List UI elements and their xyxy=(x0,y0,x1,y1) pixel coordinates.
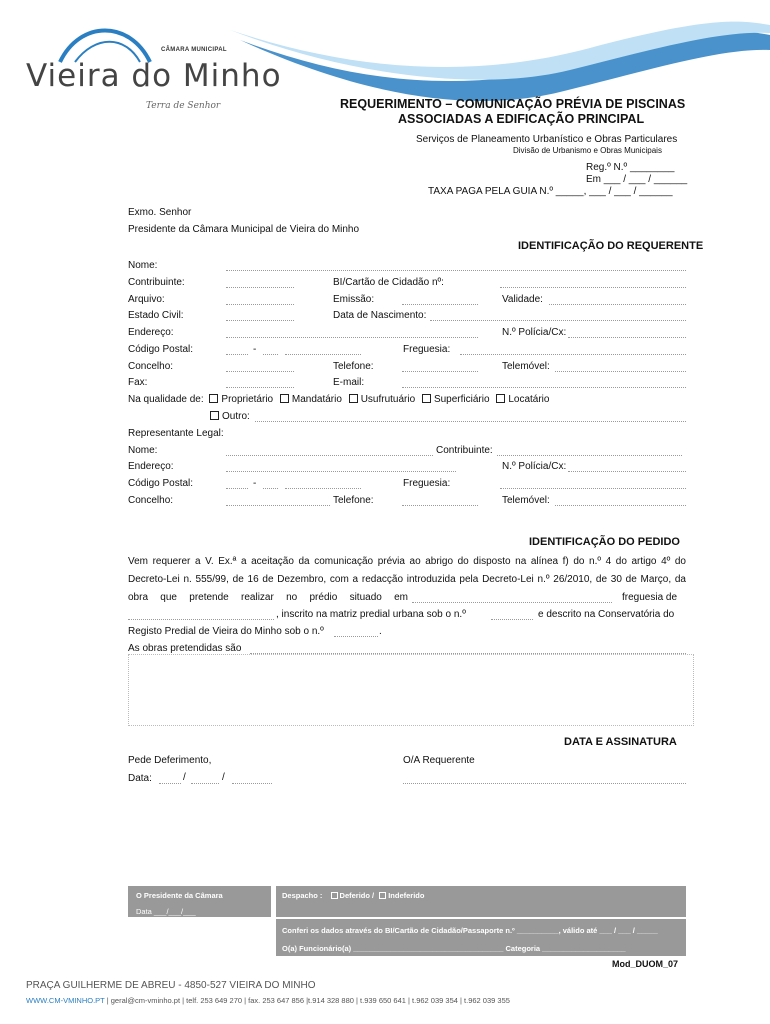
checkbox-locatario[interactable] xyxy=(496,394,505,403)
checkbox-mandatario[interactable] xyxy=(280,394,289,403)
pedido-line-5-end: . xyxy=(379,626,382,637)
label-telemovel: Telemóvel: xyxy=(502,361,550,372)
field-data-ano[interactable] xyxy=(232,783,272,784)
field-cp-1[interactable] xyxy=(226,354,248,355)
field-data-mes[interactable] xyxy=(191,783,219,784)
label-requerente: O/A Requerente xyxy=(403,755,475,766)
label-endereco: Endereço: xyxy=(128,327,174,338)
date-sep-1: / xyxy=(183,772,186,783)
field-policia[interactable] xyxy=(568,337,686,338)
pede-deferimento: Pede Deferimento, xyxy=(128,755,212,766)
checkbox-indeferido[interactable] xyxy=(379,892,386,899)
footer-contacts: | geral@cm-vminho.pt | telf. 253 649 270 | fax. 253 647 856 |t.914 328 880 | t.939 650 641 | t.962 039 354 | t.962 039 355 xyxy=(106,996,510,1005)
label-validade: Validade: xyxy=(502,294,543,305)
field-local-obra[interactable] xyxy=(412,602,612,603)
label-fax: Fax: xyxy=(128,377,148,388)
pedido-line-3a: obra que pretende realizar no prédio situado em xyxy=(128,592,408,603)
label-nome: Nome: xyxy=(128,260,158,271)
field-telefone[interactable] xyxy=(402,371,478,372)
tagline: Terra de Senhor xyxy=(146,101,221,111)
division-name: Divisão de Urbanismo e Obras Municipais xyxy=(513,146,662,155)
municipality-label: CÂMARA MUNICIPAL xyxy=(161,47,227,53)
field-outro[interactable] xyxy=(255,421,686,422)
field-fax[interactable] xyxy=(226,387,294,388)
logo-text: Vieira do Minho xyxy=(26,58,282,94)
field-validade[interactable] xyxy=(549,304,686,305)
checkbox-outro[interactable] xyxy=(210,411,219,420)
obras-textarea[interactable] xyxy=(128,654,694,726)
footer-website[interactable]: WWW.CM-VMINHO.PT xyxy=(26,996,105,1005)
checkbox-deferido[interactable] xyxy=(331,892,338,899)
section-requerente-title: IDENTIFICAÇÃO DO REQUERENTE xyxy=(518,240,704,252)
fee-guide: TAXA PAGA PELA GUIA N.º _____, ___ / ___ / ______ xyxy=(428,186,673,197)
document-subtitle: ASSOCIADAS A EDIFICAÇÃO PRINCIPAL xyxy=(398,112,645,126)
field-rep-cp-localidade[interactable] xyxy=(285,488,361,489)
label-rep-policia: N.º Polícia/Cx: xyxy=(502,461,567,472)
option-superficiario: Superficiário xyxy=(433,394,490,405)
option-proprietario: Proprietário xyxy=(221,394,274,405)
label-freguesia: Freguesia: xyxy=(403,344,451,355)
label-qualidade: Na qualidade de: xyxy=(128,394,204,405)
pedido-line-5: Registo Predial de Vieira do Minho sob o n.º xyxy=(128,626,324,637)
field-assinatura[interactable] xyxy=(403,783,686,784)
section-pedido-title: IDENTIFICAÇÃO DO PEDIDO xyxy=(529,536,680,548)
indeferido-label: Indeferido xyxy=(388,891,425,900)
label-concelho: Concelho: xyxy=(128,361,174,372)
service-name: Serviços de Planeamento Urbanístico e Obras Particulares xyxy=(416,134,678,145)
checkbox-proprietario[interactable] xyxy=(209,394,218,403)
despacho-label: Despacho : xyxy=(282,891,323,900)
field-bi[interactable] xyxy=(500,287,686,288)
footer-contacts-row xyxy=(26,996,510,1005)
field-rep-concelho[interactable] xyxy=(226,505,330,506)
funcionario-text: O(a) Funcionário(a) ____________________________________ Categoria ____________________ xyxy=(282,944,626,953)
field-arquivo[interactable] xyxy=(226,304,294,305)
label-rep-freguesia: Freguesia: xyxy=(403,478,451,489)
field-estado-civil[interactable] xyxy=(226,320,294,321)
label-email: E-mail: xyxy=(333,377,365,388)
section-assinatura-title: DATA E ASSINATURA xyxy=(564,736,677,748)
field-rep-nome[interactable] xyxy=(226,455,433,456)
despacho-divider xyxy=(276,917,686,919)
qualidade-row xyxy=(128,394,549,405)
field-telemovel[interactable] xyxy=(555,371,686,372)
field-matriz[interactable] xyxy=(491,619,533,620)
field-data-nascimento[interactable] xyxy=(430,320,686,321)
outro-row xyxy=(210,411,250,422)
field-rep-endereco[interactable] xyxy=(226,471,456,472)
field-rep-freguesia[interactable] xyxy=(500,488,686,489)
date-sep-2: / xyxy=(222,772,225,783)
pedido-line-4b: e descrito na Conservatória do xyxy=(538,609,675,620)
label-estado-civil: Estado Civil: xyxy=(128,310,184,321)
label-rep-nome: Nome: xyxy=(128,445,158,456)
cp-dash: - xyxy=(253,344,257,355)
label-codigo-postal: Código Postal: xyxy=(128,344,194,355)
field-rep-contribuinte[interactable] xyxy=(497,455,682,456)
field-rep-telefone[interactable] xyxy=(402,505,478,506)
form-model-code: Mod_DUOM_07 xyxy=(612,959,679,969)
presidente-data: Data ___/___/___ xyxy=(136,907,196,916)
option-mandatario: Mandatário xyxy=(291,394,342,405)
rep-cp-dash: - xyxy=(253,478,257,489)
deferido-label: Deferido / xyxy=(339,891,375,900)
field-cp-2[interactable] xyxy=(263,354,278,355)
field-emissao[interactable] xyxy=(402,304,478,305)
pedido-line-2: Decreto-Lei n. 555/99, de 16 de Dezembro, com a redacção introduzida pela Decreto-Lei n.º 26/2010, de 30 de Março, da xyxy=(128,574,686,585)
label-emissao: Emissão: xyxy=(333,294,375,305)
field-freguesia-obra[interactable] xyxy=(128,619,274,620)
label-rep-codigo-postal: Código Postal: xyxy=(128,478,194,489)
option-outro: Outro: xyxy=(222,411,250,422)
pedido-line-3b: freguesia de xyxy=(622,592,678,603)
field-cp-localidade[interactable] xyxy=(285,354,361,355)
option-locatario: Locatário xyxy=(508,394,550,405)
field-registo[interactable] xyxy=(334,636,378,637)
field-contribuinte[interactable] xyxy=(226,287,294,288)
document-title: REQUERIMENTO – COMUNICAÇÃO PRÉVIA DE PISCINAS xyxy=(340,97,686,111)
label-rep-endereco: Endereço: xyxy=(128,461,174,472)
field-rep-cp-1[interactable] xyxy=(226,488,248,489)
label-policia: N.º Polícia/Cx: xyxy=(502,327,567,338)
label-obras: As obras pretendidas são xyxy=(128,643,242,654)
label-bi: BI/Cartão de Cidadão nº: xyxy=(333,277,444,288)
addressee: Presidente da Câmara Municipal de Vieira do Minho xyxy=(128,224,360,235)
presidente-label: O Presidente da Câmara xyxy=(136,891,223,900)
label-data-nascimento: Data de Nascimento: xyxy=(333,310,427,321)
field-rep-telemovel[interactable] xyxy=(555,505,686,506)
field-concelho[interactable] xyxy=(226,371,294,372)
field-nome[interactable] xyxy=(226,270,686,271)
label-rep-telefone: Telefone: xyxy=(333,495,374,506)
reg-date: Em ___ / ___ / ______ xyxy=(586,174,688,185)
field-data-dia[interactable] xyxy=(159,783,181,784)
label-telefone: Telefone: xyxy=(333,361,374,372)
field-freguesia[interactable] xyxy=(460,354,686,355)
despacho-row xyxy=(282,891,424,900)
checkbox-superficiario[interactable] xyxy=(422,394,431,403)
label-contribuinte: Contribuinte: xyxy=(128,277,185,288)
salutation: Exmo. Senhor xyxy=(128,207,192,218)
option-usufrutuario: Usufrutuário xyxy=(360,394,416,405)
label-representante: Representante Legal: xyxy=(128,428,224,439)
label-data: Data: xyxy=(128,773,152,784)
reg-number: Reg.º N.º ________ xyxy=(586,162,675,173)
field-endereco[interactable] xyxy=(226,337,478,338)
footer-address: PRAÇA GUILHERME DE ABREU - 4850-527 VIEIRA DO MINHO xyxy=(26,980,316,991)
field-rep-cp-2[interactable] xyxy=(263,488,278,489)
pedido-line-1: Vem requerer a V. Ex.ª a aceitação da comunicação prévia ao abrigo do disposto na alínea f) do n.º 4 do artigo 4º do xyxy=(128,556,686,567)
conferi-text: Conferi os dados através do BI/Cartão de Cidadão/Passaporte n.º __________, válido até ___ / ___ / _____ xyxy=(282,926,658,935)
checkbox-usufrutuario[interactable] xyxy=(349,394,358,403)
pedido-line-4a: , inscrito na matriz predial urbana sob o n.º xyxy=(276,609,466,620)
label-arquivo: Arquivo: xyxy=(128,294,165,305)
field-email[interactable] xyxy=(402,387,686,388)
label-rep-telemovel: Telemóvel: xyxy=(502,495,550,506)
label-rep-contribuinte: Contribuinte: xyxy=(436,445,493,456)
field-rep-policia[interactable] xyxy=(568,471,686,472)
label-rep-concelho: Concelho: xyxy=(128,495,174,506)
